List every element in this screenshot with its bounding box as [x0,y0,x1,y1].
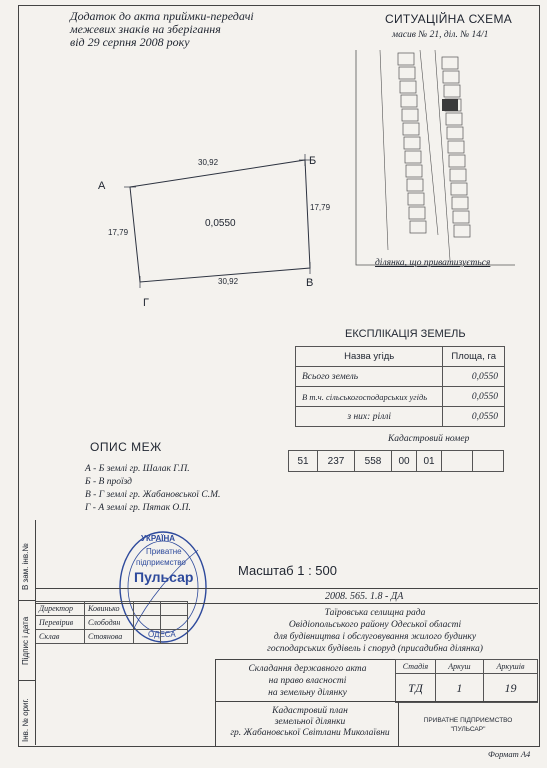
boundary-item: Б - В проїзд [85,477,132,487]
title-block-divider [398,701,399,746]
plot-area: 0,0550 [205,218,236,229]
plan-block [220,706,400,739]
doc-line: на право власності [268,676,347,686]
header-line-3: від 29 серпня 2008 року [70,35,190,49]
expl-row-value: 0,0550 [443,407,505,427]
dim-left: 17,79 [108,228,129,237]
explication-table [295,346,505,427]
company-line: "ПУЛЬСАР" [450,726,486,733]
expl-row-name: В т.ч. сільськогосподарських угідь [296,387,443,407]
plan-line: гр. Жабановської Світлани Миколаївни [230,728,390,738]
seal-text-top: УКРАЇНА [141,534,176,543]
header-note [70,10,254,49]
stage-header: Аркуш [435,660,483,674]
format-label: Формат А4 [488,749,531,759]
stage-header: Аркушів [483,660,537,674]
doc-code: 2008. 565. 1.8 - ДА [325,591,404,602]
side-label-original: Інв. № ориг. [21,698,30,742]
expl-header-area: Площа, га [443,347,505,367]
role-label: Директор [36,602,85,616]
explication-title: ЕКСПЛІКАЦІЯ ЗЕМЕЛЬ [345,328,466,340]
cadastre-cell: 01 [417,451,442,472]
title-block-divider [215,701,538,702]
header-line-1: Додаток до акта приймки-передачі [70,9,254,23]
company-block [403,716,533,734]
cadastre-cell: 558 [355,451,392,472]
seal-text-line: підприємство [136,558,186,567]
title-block [35,588,538,746]
org-line: господарських будівель і споруд (присадибна ділянка) [267,644,483,654]
doc-line: Складання державного акта [248,664,367,674]
stage-table [395,659,538,703]
expl-row-name: Всього земель [296,367,443,387]
side-label-inventory: В зам. інв.№ [21,543,30,590]
signature-cell [134,602,161,616]
point-a-label: А [98,180,106,192]
plan-line: земельної ділянки [274,717,346,727]
plot-drawing [90,150,350,320]
side-divider [18,600,35,601]
role-name: Слободян [85,616,134,630]
doc-line: на земельну ділянку [268,688,347,698]
role-name: Ковинько [85,602,134,616]
situation-scheme [350,45,520,275]
side-label-signature: Підпис і дата [21,616,30,665]
doc-block [220,663,395,699]
dim-bottom: 30,92 [218,277,239,286]
signature-cell [134,630,161,644]
stage-value: ТД [396,674,436,703]
stage-value: 1 [435,674,483,703]
company-line: ПРИВАТНЕ ПІДПРИЄМСТВО [423,717,513,724]
org-line: Овідіопольського району Одеської області [288,620,462,630]
role-name: Стоянова [85,630,134,644]
signature-cell [134,616,161,630]
boundaries-title: ОПИС МЕЖ [90,440,162,454]
dim-top: 30,92 [198,158,219,167]
date-cell [161,630,188,644]
expl-row-name: з них: ріллі [296,407,443,427]
situation-caption: ділянка, що приватизується [375,258,491,268]
date-cell [161,616,188,630]
cadastre-label: Кадастровий номер [388,434,470,444]
cadastre-cell [473,451,504,472]
boundary-item: Г - А землі гр. Пятак О.П. [85,503,191,513]
situation-title: СИТУАЦІЙНА СХЕМА [385,12,513,26]
scale-label: Масштаб 1 : 500 [238,563,337,578]
situation-subtitle: масив № 21, діл. № 14/1 [392,30,489,40]
role-label: Склав [36,630,85,644]
boundary-item: В - Г землі гр. Жабановської С.М. [85,490,221,500]
point-c-label: В [306,277,314,289]
boundaries-list [85,463,220,515]
title-block-divider [215,659,216,746]
seal-text-line: Приватне [146,547,182,556]
stage-header: Стадія [396,660,436,674]
point-b-label: Б [309,155,317,167]
expl-header-name: Назва угідь [296,347,443,367]
org-block [215,607,535,655]
cadastre-cell [442,451,473,472]
org-line: для будівництва і обслуговування жилого будинку [273,632,477,642]
cadastre-cell: 237 [318,451,355,472]
expl-row-value: 0,0550 [443,367,505,387]
role-label: Перевірив [36,616,85,630]
boundary-item: А - Б землі гр. Шалак Г.П. [85,464,190,474]
cadastre-table [288,450,504,472]
seal-text-name: Пульсар [134,569,194,585]
point-d-label: Г [143,297,149,309]
date-cell [161,602,188,616]
plan-line: Кадастровий план [272,706,348,716]
header-line-2: межевих знаків на зберігання [70,22,221,36]
signatures-table [35,601,188,644]
seal-text-bottom: ОДЕСА [148,630,176,639]
cadastre-cell: 51 [289,451,318,472]
expl-row-value: 0,0550 [443,387,505,407]
org-line: Таїровська селищна рада [324,608,426,618]
side-divider [18,680,35,681]
dim-right: 17,79 [310,203,331,212]
cadastre-cell: 00 [392,451,417,472]
stage-value: 19 [483,674,537,703]
